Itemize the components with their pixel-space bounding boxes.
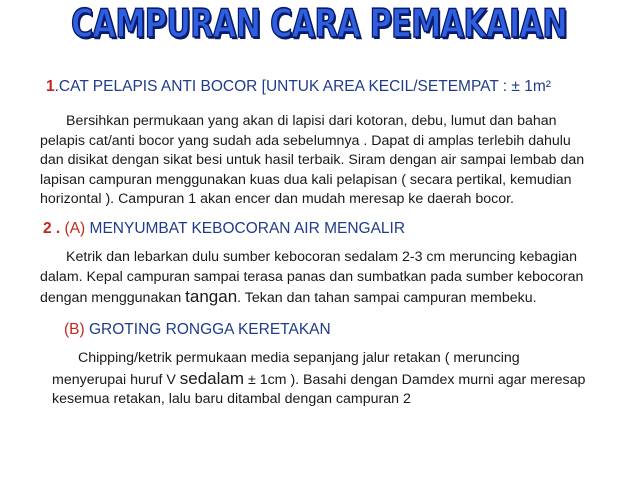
section-2a-line-3-end: . Tekan dan tahan sampai campuran membeku. [237,290,537,307]
section-1-body [40,112,584,210]
section-2a-line-1: Ketrik dan lebarkan dulu sumber kebocoran sedalam 2-3 cm meruncing kebagian [66,249,578,265]
section-2a-heading [43,219,405,239]
section-2b-line-1: Chipping/ketrik permukaan media sepanjang jalur retakan ( meruncing [78,350,520,366]
section-1-line-4: lapisan campuran menggunakan kuas dua kali pelapisan ( secara pertikal, kemudian [40,171,572,188]
section-1-heading [46,77,551,97]
section-2a-body [40,248,583,309]
section-2b-line-2-end: ± 1cm ). Basahi dengan Damdex murni agar meresap [244,371,586,388]
section-2b-tag: (B) [64,321,85,338]
section-1-heading-text: .CAT PELAPIS ANTI BOCOR [UNTUK AREA KECIL/SETEMPAT : ± 1m² [54,78,551,95]
section-2b-line-2-start: menyerupai huruf V [52,371,180,388]
section-2a-tag: (A) [64,220,86,237]
section-2a-emphasis-word: tangan [185,287,238,307]
section-2b-line-3: kesemua retakan, lalu baru ditambal dengan campuran 2 [52,391,411,408]
section-2b-line-2 [52,369,585,391]
page-title: CAMPURAN CARA PEMAKAIAN [71,2,567,47]
section-1-line-5: horizontal ). Campuran 1 akan encer dan mudah meresap ke daerah bocor. [40,191,514,208]
section-1-number: 1 [46,78,55,95]
section-2a-line-3 [40,287,583,309]
section-2a-heading-text: MENYUMBAT KEBOCORAN AIR MENGALIR [89,220,406,237]
section-2b-emphasis-word: sedalam [179,368,245,388]
section-1-line-1: Bersihkan permukaan yang akan di lapisi dari kotoran, debu, lumut dan bahan [66,113,557,129]
section-2b-body [52,349,585,410]
section-2b-heading [64,320,331,340]
section-1-line-2: pelapis cat/anti bocor yang sudah ada sebelumnya . Dapat di amplas terlebih dahulu [40,132,571,149]
section-2a-line-2: dalam. Kepal campuran sampai terasa panas dan sumbatkan pada sumber kebocoran [40,268,584,285]
section-2a-number: 2 . [43,220,61,237]
section-2a-line-3-start: dengan menggunakan [40,290,186,307]
section-2b-heading-text: GROTING RONGGA KERETAKAN [88,321,331,338]
section-1-line-3: dan disikat dengan sikat besi untuk hasil terbaik. Siram dengan air sampai lembab dan [40,152,585,169]
